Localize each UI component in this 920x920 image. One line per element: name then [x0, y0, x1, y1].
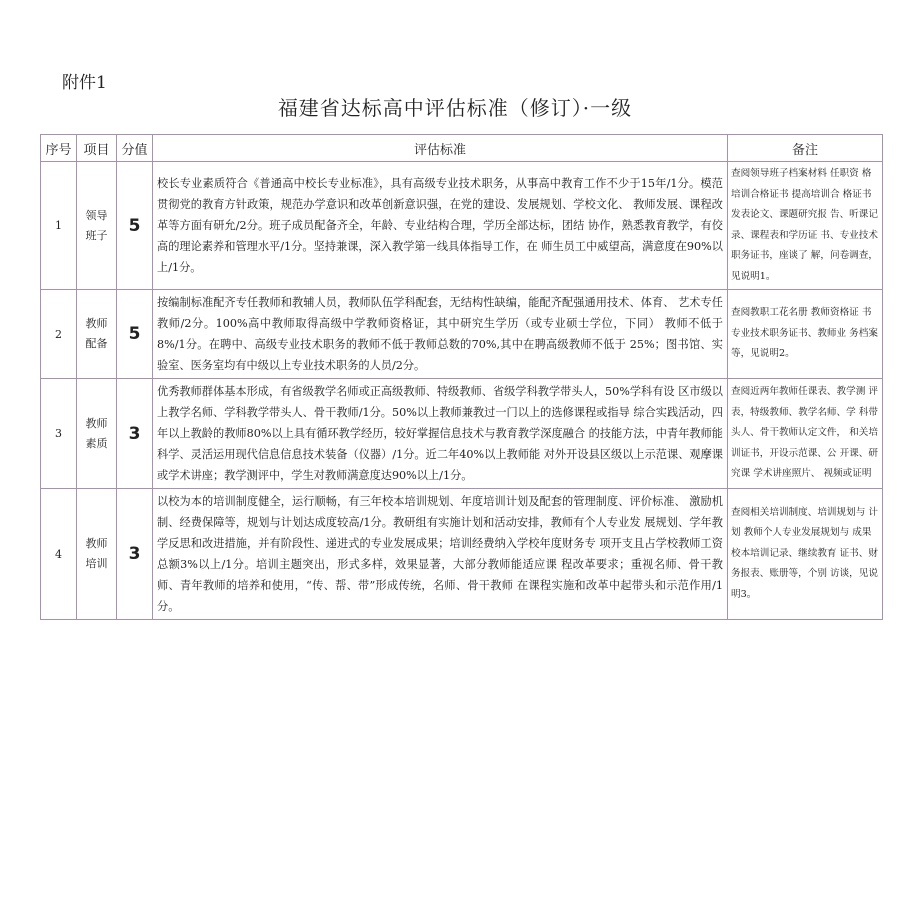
row-criteria: 校长专业素质符合《普通高中校长专业标准》，具有高级专业技术职务，从事高中教育工作不少于15年/1分。模范贯彻党的教育方针政策，规范办学意识和改革创新意识强，在党的建设、发展规划、学校文化、 教师发展、课程改革等方面有研允/2分。班子成员配备齐全，年龄、专业结构合理，学历全部达标，团结 协作，熟悉教育教学，有佼高的理论素养和管理水平/1分。坚持兼课，深入教学第一线具体指导工作，在 师生员工中威望高，满意度在90%以上/1分。 [153, 162, 728, 290]
row-no: 2 [41, 290, 77, 379]
row-item: 教师 素质 [77, 379, 117, 489]
header-criteria: 评估标准 [153, 135, 728, 162]
row-criteria: 以校为本的培训制度健全，运行顺畅，有三年校本培训规划、年度培训计划及配套的管理制度、评价标准、 激励机制、经费保障等，规划与计划达成度较高/1分。教研组有实施计划和活动安排，教师有个人专业发 展规划、学年教学反思和改进措施，并有阶段性、递进式的专业发展成果；培训经费纳入学校年度财务专 项开支且占学校教师工资总额3%以上/1分。培训主题突出，形式多样，效果显著，大部分教师能适应课 程改革要求；重视名师、骨干教师、青年教师的培养和使用，“传、帮、带”形成传统，名师、骨干教师 在课程实施和改革中起带头和示范作用/1分。 [153, 489, 728, 620]
row-criteria: 按编制标准配齐专任教师和教辅人员，教师队伍学科配套，无结构性缺编，能配齐配强通用技术、体育、 艺术专任教师/2分。100%高中教师取得高级中学教师资格证，其中研究生学历（或专业硕士学位，下同） 教师不低于8%/1分。在聘中、高级专业技术职务的教师不低于教师总数的70%,其中在聘高级教师不低于 25%；图书馆、实验室、医务室均有中级以上专业技术职务的人员/2分。 [153, 290, 728, 379]
evaluation-table [40, 134, 883, 620]
row-note: 查阅教职工花名册 教师资格证 书专业技术职务证书、教师业 务档案等，见说明2。 [728, 290, 883, 379]
table-row [41, 290, 883, 379]
header-row [41, 135, 883, 162]
attachment-label: 附件1 [62, 73, 107, 93]
row-score: 5 [117, 290, 153, 379]
row-no: 3 [41, 379, 77, 489]
row-no: 1 [41, 162, 77, 290]
row-score: 3 [117, 379, 153, 489]
header-score: 分值 [117, 135, 153, 162]
row-item: 领导 班子 [77, 162, 117, 290]
row-score: 3 [117, 489, 153, 620]
table-row [41, 489, 883, 620]
row-item: 教师 配备 [77, 290, 117, 379]
header-no: 序号 [41, 135, 77, 162]
table-row [41, 379, 883, 489]
row-note: 查阅近两年教师任课表、教学测 评表，特级教师、教学名师、学 科带头人、骨干教师认定文件， 和关培训证书，开设示范课、公 开课、研究课 学术讲座照片、 视频或证明 [728, 379, 883, 489]
header-item: 项目 [77, 135, 117, 162]
row-no: 4 [41, 489, 77, 620]
document-title: 福建省达标高中评估标准（修订）·一级 [277, 96, 633, 120]
row-score: 5 [117, 162, 153, 290]
row-criteria: 优秀教师群体基本形成，有省级教学名师或正高级教师、特级教师、省级学科教学带头人，50%学科有设 区市级以上教学名师、学科教学带头人、骨干教师/1分。50%以上教师兼教过一门以上的选修课程或指导 综合实践活动，四年以上教龄的教师80%以上具有循环教学经历，较好掌握信息技术与教育教学深度融合 的技能方法，中青年教师能科学、灵活运用现代信息信息技术装备（仪器）/1分。近二年40%以上教师能 对外开设县区级以上示范课、观摩课或学术讲座；教学测评中，学生对教师满意度达90%以上/1分。 [153, 379, 728, 489]
row-item: 教师 培训 [77, 489, 117, 620]
row-note: 查阅领导班子档案材料 任职资 格培训合格证书 提高培训合 格证书发表论文、课题研究报 告、听课记录、课程表和学历证 书、专业技术职务证书，座谈了 解，问卷调查，见说明1。 [728, 162, 883, 290]
row-note: 查阅相关培训制度、培训规划与 计划 教师个人专业发展规划与 成果校本培训记录、继续教育 证书、财务报表、账册等，个别 访谈，见说明3。 [728, 489, 883, 620]
table-row [41, 162, 883, 290]
header-note: 备注 [728, 135, 883, 162]
